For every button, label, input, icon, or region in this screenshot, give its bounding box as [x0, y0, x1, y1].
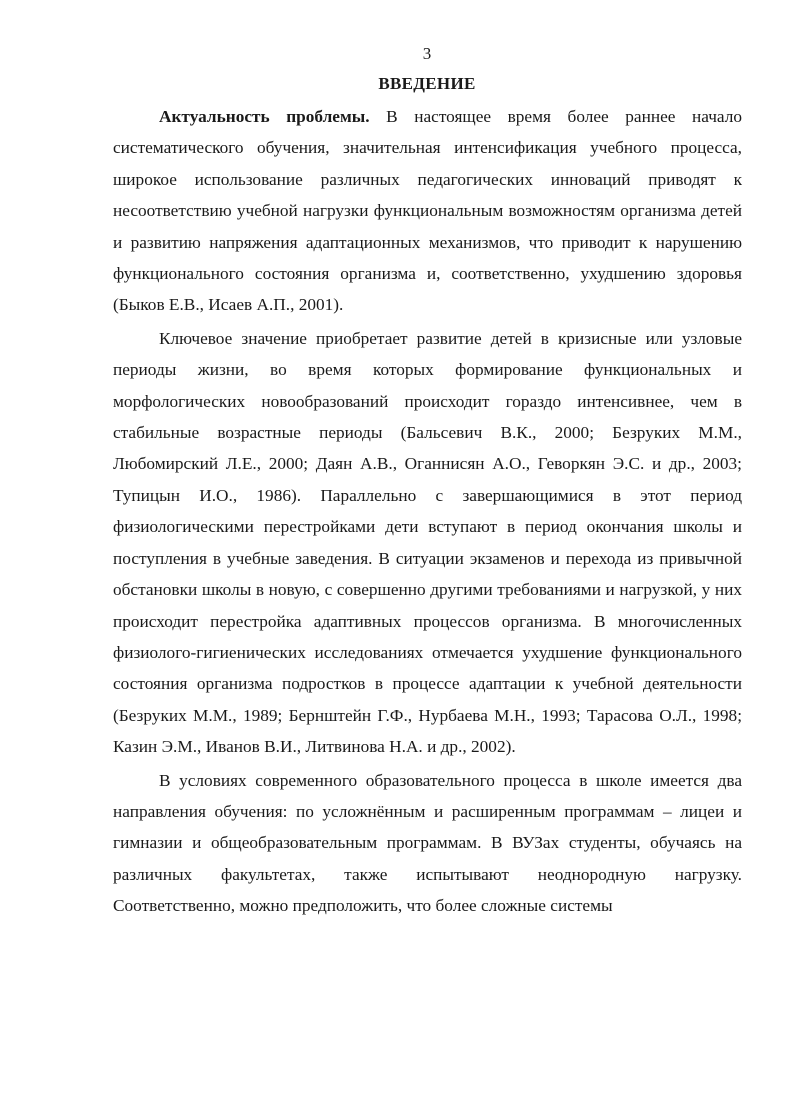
page-number: 3 [422, 44, 432, 63]
paragraph-text: В настоящее время более раннее начало систематического обучения, значительная интенсификация учебного процесса, широкое использование различных педагогических инноваций приводят к несоответствию учебной нагрузки функциональным возможностям организма детей и развитию напряжения адаптационных механизмов, что приводит к нарушению функционального состояния организма и, соответственно, ухудшению здоровья (Быков Е.В., Исаев А.П., 2001). [113, 107, 742, 315]
paragraph-relevance [113, 101, 742, 321]
paragraph-education-directions: В условиях современного образовательного процесса в школе имеется два направления обучения: по усложнённым и расширенным программам – лицеи и гимназии и общеобразовательным программам. В ВУЗах студенты, обучаясь на различных факультетах, также испытывают неоднородную нагрузку. Соответственно, можно предположить, что более сложные системы [113, 770, 742, 916]
paragraph-critical-periods: Ключевое значение приобретает развитие детей в кризисные или узловые периоды жизни, во время которых формирование функциональных и морфологических новообразований происходит гораздо интенсивнее, чем в стабильные возрастные периоды (Бальсевич В.К., 2000; Безруких М.М., Любомирский Л.Е., 2000; Даян А.В., Оганнисян А.О., Геворкян Э.С. и др., 2003; Тупицын И.О., 1986). Параллельно с завершающимися в этот период физиологическими перестройками дети вступают в период окончания школы и поступления в учебные заведения. В ситуации экзаменов и перехода из привычной обстановки школы в новую, с совершенно другими требованиями и нагрузкой, у них происходит перестройка адаптивных процессов организма. В многочисленных физиолого-гигиенических исследованиях отмечается ухудшение функционального состояния организма подростков в процессе адаптации к учебной деятельности (Безруких М.М., 1989; Бернштейн Г.Ф., Нурбаева М.Н., 1993; Тарасова О.Л., 1998; Казин Э.М., Иванов В.И., Литвинова Н.А. и др., 2002). [113, 328, 742, 757]
paragraph-lead: Актуальность проблемы. [159, 107, 370, 126]
body-text [113, 101, 742, 922]
section-heading: ВВЕДЕНИЕ [378, 74, 476, 93]
